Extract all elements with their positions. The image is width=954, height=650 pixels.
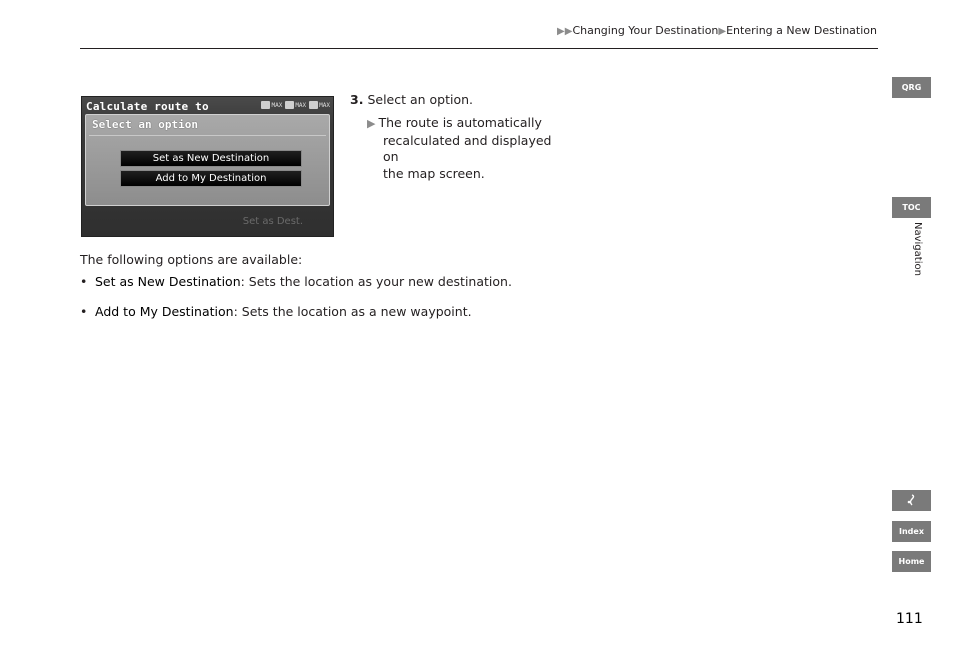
- screen-footer-label: Set as Dest.: [242, 216, 303, 227]
- breadcrumb-separator: ▶: [718, 26, 727, 37]
- tab-toc[interactable]: TOC: [892, 197, 931, 218]
- voice-command-icon: [905, 493, 919, 507]
- step-instruction: [350, 92, 473, 107]
- status-chip-icon: [309, 101, 318, 109]
- page-number: 111: [896, 611, 923, 627]
- step-note: [367, 115, 567, 182]
- bullet-marker: •: [80, 274, 88, 289]
- status-label: MAX: [319, 101, 330, 109]
- status-chip-icon: [285, 101, 294, 109]
- navigation-screenshot: [81, 96, 334, 237]
- option-term: Add to My Destination: [95, 304, 234, 319]
- breadcrumb-section[interactable]: Changing Your Destination: [572, 24, 719, 37]
- option-term: Set as New Destination: [95, 274, 241, 289]
- set-as-new-destination-button: Set as New Destination: [120, 150, 302, 167]
- note-arrow-icon: ▶: [367, 117, 376, 130]
- screen-status-bar: [261, 101, 330, 109]
- step-text: Select an option.: [367, 92, 474, 107]
- list-item: [80, 304, 472, 319]
- options-intro: The following options are available:: [80, 252, 303, 267]
- note-line-1: The route is automatically: [378, 115, 542, 130]
- status-indicator: [285, 101, 306, 109]
- step-number: 3.: [350, 92, 364, 107]
- breadcrumb-arrows: ▶▶: [557, 26, 573, 37]
- screen-panel: [85, 114, 330, 206]
- breadcrumb-page: Entering a New Destination: [726, 24, 877, 37]
- status-label: MAX: [295, 101, 307, 109]
- screen-title: Calculate route to: [86, 100, 209, 113]
- tab-voice-command[interactable]: [892, 490, 931, 511]
- status-chip-icon: [261, 101, 270, 109]
- note-line-3: the map screen.: [383, 165, 485, 181]
- option-description: : Sets the location as your new destination.: [240, 274, 512, 289]
- tab-index[interactable]: Index: [892, 521, 931, 542]
- screen-panel-divider: [89, 135, 326, 136]
- screen-subtitle: Select an option: [92, 118, 198, 131]
- header-divider: [80, 48, 878, 49]
- section-label: Navigation: [912, 222, 923, 276]
- tab-home[interactable]: Home: [892, 551, 931, 572]
- list-item: [80, 274, 512, 289]
- status-indicator: [261, 101, 282, 109]
- status-indicator: [309, 101, 330, 109]
- note-line-2: recalculated and displayed on: [383, 132, 552, 164]
- bullet-marker: •: [80, 304, 88, 319]
- tab-qrg[interactable]: QRG: [892, 77, 931, 98]
- status-label: MAX: [271, 101, 283, 109]
- add-to-my-destination-button: Add to My Destination: [120, 170, 302, 187]
- option-description: : Sets the location as a new waypoint.: [233, 304, 472, 319]
- breadcrumb: [557, 24, 877, 37]
